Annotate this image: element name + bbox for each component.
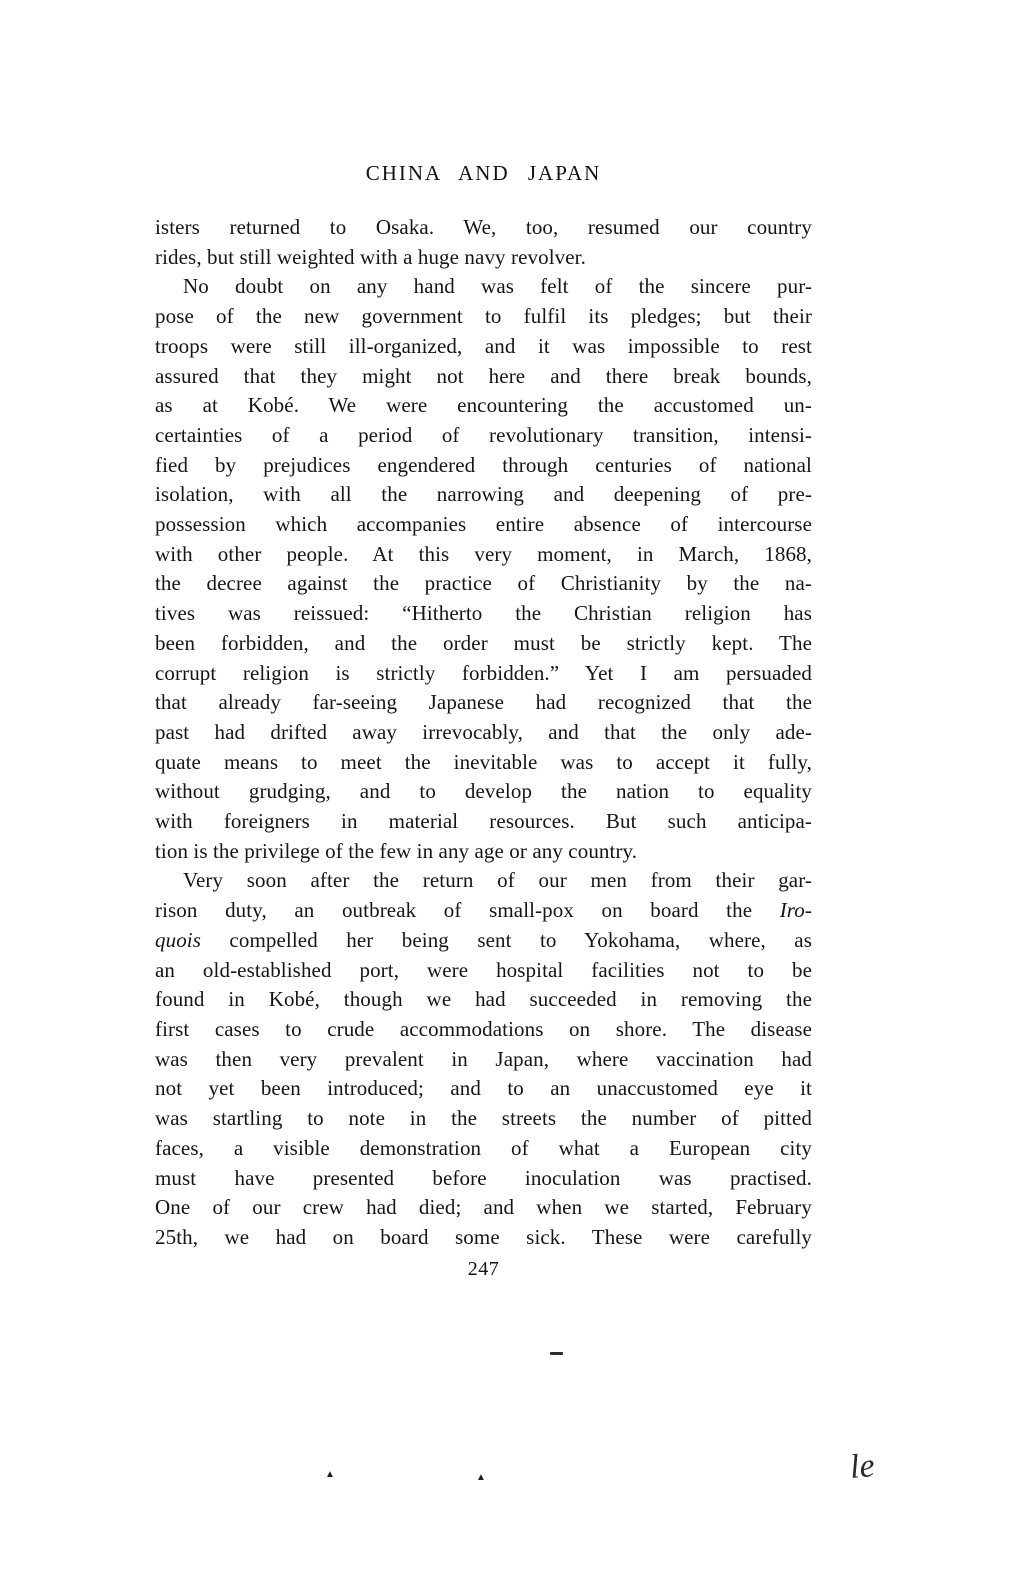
text-line: faces, a visible demonstration of what a European city xyxy=(155,1135,812,1160)
text-line: the decree against the practice of Christianity by the na- xyxy=(155,571,812,596)
text-line: tion is the privilege of the few in any age or any country. xyxy=(155,838,638,863)
scan-speck-mark: ▲ xyxy=(476,1472,486,1483)
text-line: first cases to crude accommodations on shore. The disease xyxy=(155,1016,812,1041)
text-line: quate means to meet the inevitable was to accept it fully, xyxy=(155,749,812,774)
text-line: that already far-seeing Japanese had recognized that the xyxy=(155,690,812,715)
text-line: No doubt on any hand was felt of the sincere pur- xyxy=(183,274,812,299)
running-head: CHINA AND JAPAN xyxy=(365,161,602,185)
page-number: 247 xyxy=(467,1257,500,1280)
text-line: not yet been introduced; and to an unaccustomed eye it xyxy=(155,1076,812,1101)
text-line: as at Kobé. We were encountering the accustomed un- xyxy=(155,393,812,418)
text-block xyxy=(155,213,812,1253)
text-line: rides, but still weighted with a huge navy revolver. xyxy=(155,244,586,269)
text-line: troops were still ill-organized, and it was impossible to rest xyxy=(155,333,812,358)
page-content xyxy=(155,160,812,1282)
handwritten-note: le xyxy=(848,1447,877,1487)
text-line: rison duty, an outbreak of small-pox on board the Iro- xyxy=(155,898,812,923)
text-line: with foreigners in material resources. But such anticipa- xyxy=(155,809,812,834)
text-line: been forbidden, and the order must be strictly kept. The xyxy=(155,630,812,655)
text-line: pose of the new government to fulfil its pledges; but their xyxy=(155,304,812,329)
text-line: with other people. At this very moment, in March, 1868, xyxy=(155,541,812,566)
text-line: found in Kobé, though we had succeeded in removing the xyxy=(155,987,812,1012)
scan-dash-mark xyxy=(550,1352,563,1355)
text-line: was startling to note in the streets the number of pitted xyxy=(155,1106,812,1131)
text-line: fied by prejudices engendered through centuries of national xyxy=(155,452,812,477)
text-line: One of our crew had died; and when we started, February xyxy=(155,1195,812,1220)
text-line: an old-established port, were hospital facilities not to be xyxy=(155,957,812,982)
text-line: tives was reissued: “Hitherto the Christian religion has xyxy=(155,601,812,626)
text-line: was then very prevalent in Japan, where vaccination had xyxy=(155,1046,812,1071)
scan-speck-mark: ▲ xyxy=(325,1469,335,1480)
text-line: past had drifted away irrevocably, and that the only ade- xyxy=(155,719,812,744)
text-line: isters returned to Osaka. We, too, resumed our country xyxy=(155,215,812,239)
text-line: corrupt religion is strictly forbidden.” Yet I am persuaded xyxy=(155,660,812,685)
text-line: without grudging, and to develop the nation to equality xyxy=(155,779,812,804)
text-line: assured that they might not here and there break bounds, xyxy=(155,363,812,388)
text-line: Very soon after the return of our men from their gar- xyxy=(183,868,812,893)
text-line: certainties of a period of revolutionary transition, intensi- xyxy=(155,422,812,447)
text-line: isolation, with all the narrowing and deepening of pre- xyxy=(155,482,812,507)
text-line: 25th, we had on board some sick. These were carefully xyxy=(155,1224,812,1249)
text-line: must have presented before inoculation was practised. xyxy=(155,1165,812,1190)
text-line: quois compelled her being sent to Yokohama, where, as xyxy=(155,927,812,952)
text-line: possession which accompanies entire absence of intercourse xyxy=(155,512,812,537)
